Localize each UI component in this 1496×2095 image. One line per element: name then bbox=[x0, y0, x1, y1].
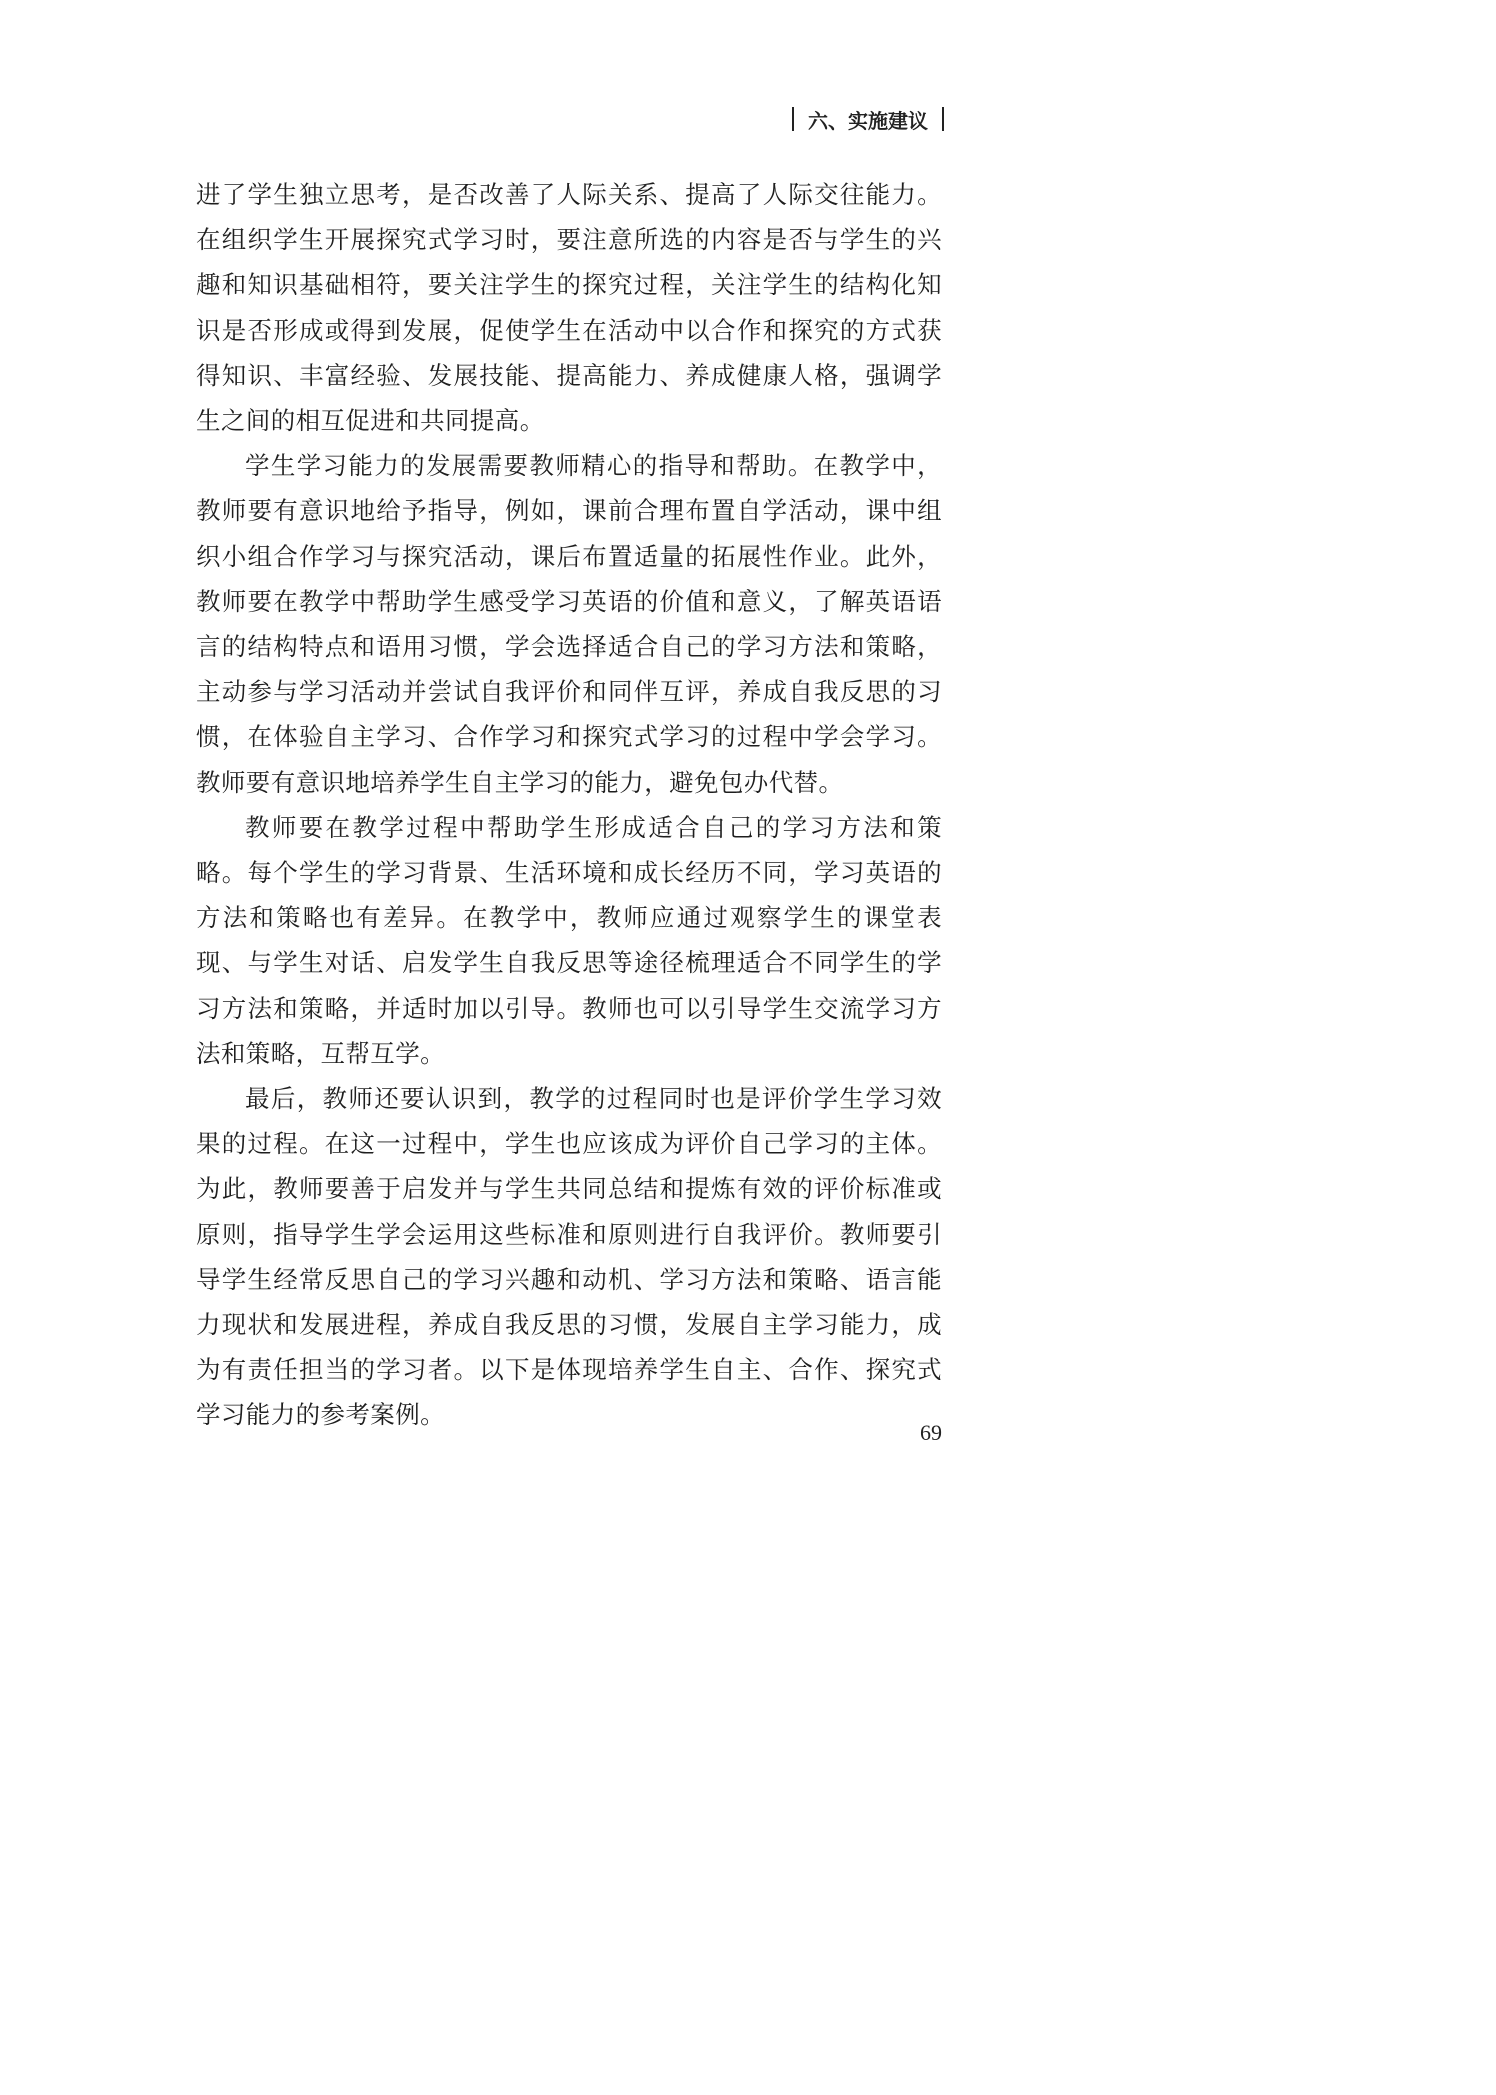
paragraph-learning-strategies: 教师要在教学过程中帮助学生形成适合自己的学习方法和策略。每个学生的学习背景、生活环境和成长经历不同，学习英语的方法和策略也有差异。在教学中，教师应通过观察学生的课堂表现、与学生对话、启发学生自我反思等途径梳理适合不同学生的学习方法和策略，并适时加以引导。教师也可以引导学生交流学习方法和策略，互帮互学。 bbox=[196, 812, 942, 1068]
header-right-rule bbox=[942, 107, 944, 131]
body-text bbox=[196, 172, 942, 1438]
page-number: 69 bbox=[920, 1420, 942, 1445]
header-left-rule bbox=[792, 107, 794, 131]
running-header bbox=[792, 100, 944, 138]
section-title: 六、实施建议 bbox=[808, 108, 928, 133]
paragraph-continued: 进了学生独立思考，是否改善了人际关系、提高了人际交往能力。在组织学生开展探究式学习时，要注意所选的内容是否与学生的兴趣和知识基础相符，要关注学生的探究过程，关注学生的结构化知识是否形成或得到发展，促使学生在活动中以合作和探究的方式获得知识、丰富经验、发展技能、提高能力、养成健康人格，强调学生之间的相互促进和共同提高。 bbox=[196, 180, 942, 436]
paragraph-learning-ability: 学生学习能力的发展需要教师精心的指导和帮助。在教学中，教师要有意识地给予指导，例如，课前合理布置自学活动，课中组织小组合作学习与探究活动，课后布置适量的拓展性作业。此外，教师要在教学中帮助学生感受学习英语的价值和意义，了解英语语言的结构特点和语用习惯，学会选择适合自己的学习方法和策略，主动参与学习活动并尝试自我评价和同伴互评，养成自我反思的习惯，在体验自主学习、合作学习和探究式学习的过程中学会学习。教师要有意识地培养学生自主学习的能力，避免包办代替。 bbox=[196, 451, 942, 797]
paragraph-self-evaluation: 最后，教师还要认识到，教学的过程同时也是评价学生学习效果的过程。在这一过程中，学生也应该成为评价自己学习的主体。为此，教师要善于启发并与学生共同总结和提炼有效的评价标准或原则，指导学生学会运用这些标准和原则进行自我评价。教师要引导学生经常反思自己的学习兴趣和动机、学习方法和策略、语言能力现状和发展进程，养成自我反思的习惯，发展自主学习能力，成为有责任担当的学习者。以下是体现培养学生自主、合作、探究式学习能力的参考案例。 bbox=[196, 1084, 942, 1430]
